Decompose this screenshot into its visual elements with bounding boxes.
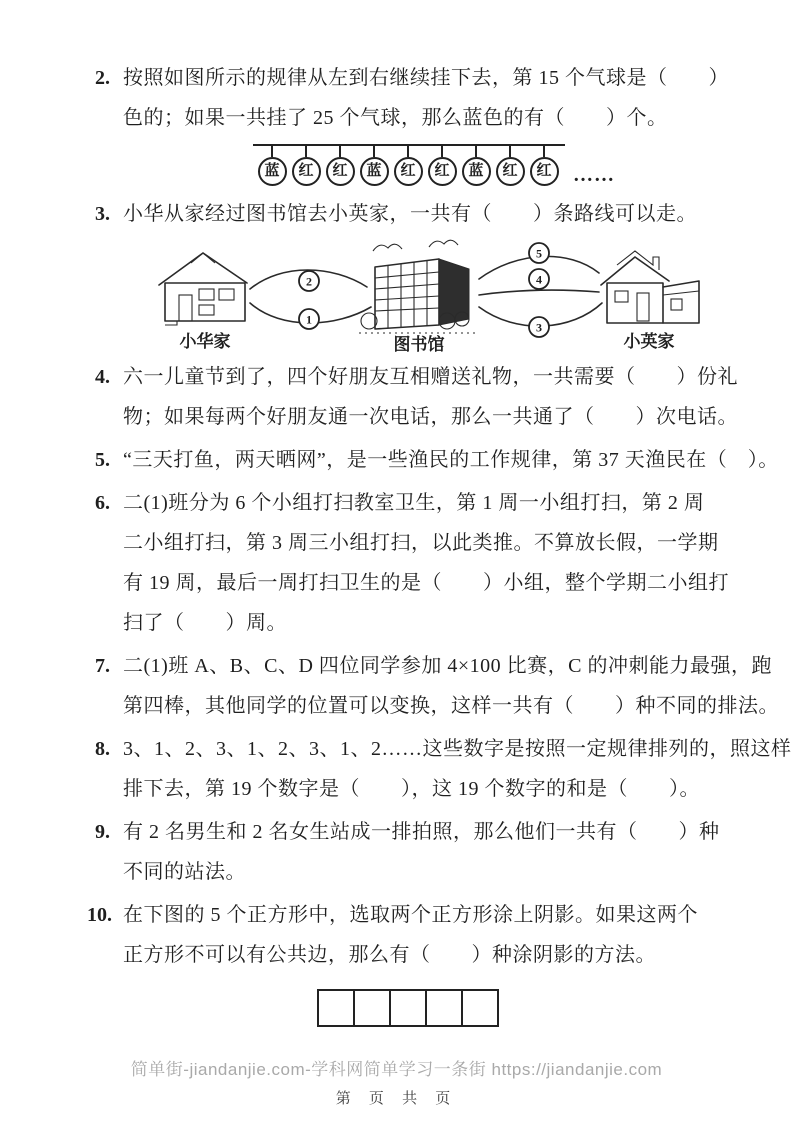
balloon-string <box>339 146 341 157</box>
path-5-number: 5 <box>536 246 542 261</box>
question-8 <box>95 729 792 809</box>
square <box>317 989 355 1027</box>
question-7-text-1: 二(1)班 A、B、C、D 四位同学参加 4×100 比赛，C 的冲刺能力最强，跑 <box>123 655 773 677</box>
question-7-line-2: 第四棒，其他同学的位置可以变换，这样一共有（ ）种不同的排法。 <box>123 695 779 717</box>
path-2-badge <box>299 271 319 291</box>
squares-figure <box>317 989 713 1027</box>
question-6-line-3: 有 19 周，最后一周打扫卫生的是（ ）小组，整个学期二小组打 <box>123 572 729 594</box>
balloon-string <box>305 146 307 157</box>
question-4 <box>95 357 738 437</box>
balloon-row <box>255 146 567 186</box>
question-10-line-2: 正方形不可以有公共边，那么有（ ）种涂阴影的方法。 <box>123 944 656 966</box>
path-5-badge <box>529 243 549 263</box>
question-4-line-1 <box>95 357 738 397</box>
question-7-number: 7. <box>95 655 110 677</box>
path-4-number: 4 <box>536 272 542 287</box>
balloon-label: 红 <box>292 157 321 186</box>
question-9-number: 9. <box>95 821 110 843</box>
balloon-string <box>407 146 409 157</box>
question-8-line-1 <box>95 729 792 769</box>
path-3-number: 3 <box>536 320 542 335</box>
question-9-text-1: 有 2 名男生和 2 名女生站成一排拍照，那么他们一共有（ ）种 <box>123 821 720 843</box>
question-9 <box>95 812 720 892</box>
question-3-text-1: 小华从家经过图书馆去小英家，一共有（ ）条路线可以走。 <box>123 203 697 225</box>
balloon-figure <box>255 144 615 186</box>
balloon-red <box>527 146 561 186</box>
path-3-badge <box>529 317 549 337</box>
question-6-text-1: 二(1)班分为 6 个小组打扫教室卫生，第 1 周一小组打扫，第 2 周 <box>123 492 705 514</box>
question-2-number: 2. <box>95 67 110 89</box>
question-4-text-1: 六一儿童节到了，四个好朋友互相赠送礼物，一共需要（ ）份礼 <box>123 366 738 388</box>
house-xiaohua <box>159 253 247 325</box>
question-8-line-2: 排下去，第 19 个数字是（ ），这 19 个数字的和是（ ）。 <box>123 778 700 800</box>
square <box>353 989 391 1027</box>
routes-right <box>479 243 602 337</box>
footer-page-line: 第 页 共 页 <box>335 1090 458 1107</box>
balloon-string <box>543 146 545 157</box>
question-10 <box>87 895 713 975</box>
square <box>461 989 499 1027</box>
question-5-line-1 <box>95 440 779 480</box>
square <box>425 989 463 1027</box>
question-4-line-2: 物；如果每两个好朋友通一次电话，那么一共通了（ ）次电话。 <box>123 406 738 428</box>
footer-site-line: 简单街-jiandanjie.com-学科网简单学习一条街 https://jiandanjie.com <box>130 1060 663 1079</box>
balloon-ellipsis: …… <box>573 164 615 186</box>
question-6 <box>95 483 729 643</box>
balloon-string <box>441 146 443 157</box>
place-label-right: 小英家 <box>623 332 675 351</box>
question-6-line-4: 扫了（ ）周。 <box>123 612 287 634</box>
library-building <box>359 240 477 333</box>
path-2-number: 2 <box>306 274 312 289</box>
balloon-red <box>289 146 323 186</box>
question-3 <box>95 194 713 234</box>
balloon-red <box>425 146 459 186</box>
place-label-left: 小华家 <box>179 332 231 351</box>
balloon-label: 红 <box>428 157 457 186</box>
question-5 <box>95 440 779 480</box>
question-7-line-1 <box>95 646 773 686</box>
question-5-number: 5. <box>95 449 110 471</box>
balloon-label: 红 <box>326 157 355 186</box>
balloon-blue <box>255 146 289 186</box>
balloon-red <box>493 146 527 186</box>
path-1-badge <box>299 309 319 329</box>
question-2-text-1: 按照如图所示的规律从左到右继续挂下去，第 15 个气球是（ ） <box>123 67 729 89</box>
house-xiaoying <box>601 251 699 323</box>
place-label-middle: 图书馆 <box>393 335 445 354</box>
balloon-string <box>475 146 477 157</box>
question-3-number: 3. <box>95 203 110 225</box>
path-4-badge <box>529 269 549 289</box>
question-10-number: 10. <box>87 904 112 926</box>
balloon-blue <box>357 146 391 186</box>
page-footer <box>0 1055 793 1108</box>
question-2-line-1 <box>95 58 729 98</box>
question-2-line-2: 色的；如果一共挂了 25 个气球，那么蓝色的有（ ）个。 <box>123 107 668 129</box>
balloon-label: 红 <box>394 157 423 186</box>
routes-left <box>250 270 371 329</box>
balloon-label: 蓝 <box>462 157 491 186</box>
path-1-number: 1 <box>306 312 312 327</box>
question-10-line-1 <box>87 895 713 935</box>
balloon-label: 蓝 <box>360 157 389 186</box>
route-figure <box>147 237 713 355</box>
question-6-line-1 <box>95 483 713 523</box>
balloon-string <box>271 146 273 157</box>
question-2 <box>95 58 729 138</box>
question-10-text-1: 在下图的 5 个正方形中，选取两个正方形涂上阴影。如果这两个 <box>123 904 698 926</box>
question-4-number: 4. <box>95 366 110 388</box>
square <box>389 989 427 1027</box>
balloon-blue <box>459 146 493 186</box>
balloon-string <box>509 146 511 157</box>
question-3-line-1 <box>95 194 713 234</box>
question-5-text-1: “三天打鱼，两天晒网”，是一些渔民的工作规律，第 37 天渔民在（ ）。 <box>123 449 779 471</box>
question-6-number: 6. <box>95 492 110 514</box>
question-7 <box>95 646 779 726</box>
balloon-label: 红 <box>530 157 559 186</box>
question-6-line-2: 二小组打扫，第 3 周三小组打扫，以此类推。不算放长假，一学期 <box>123 532 719 554</box>
question-9-line-2: 不同的站法。 <box>123 861 246 883</box>
balloon-red <box>391 146 425 186</box>
route-figure-svg <box>147 237 707 355</box>
question-9-line-1 <box>95 812 720 852</box>
question-8-number: 8. <box>95 738 110 760</box>
balloon-string <box>373 146 375 157</box>
balloon-label: 红 <box>496 157 525 186</box>
worksheet-content <box>87 58 792 1027</box>
question-8-text-1: 3、1、2、3、1、2、3、1、2……这些数字是按照一定规律排列的，照这样 <box>123 738 792 760</box>
balloon-red <box>323 146 357 186</box>
balloon-label: 蓝 <box>258 157 287 186</box>
